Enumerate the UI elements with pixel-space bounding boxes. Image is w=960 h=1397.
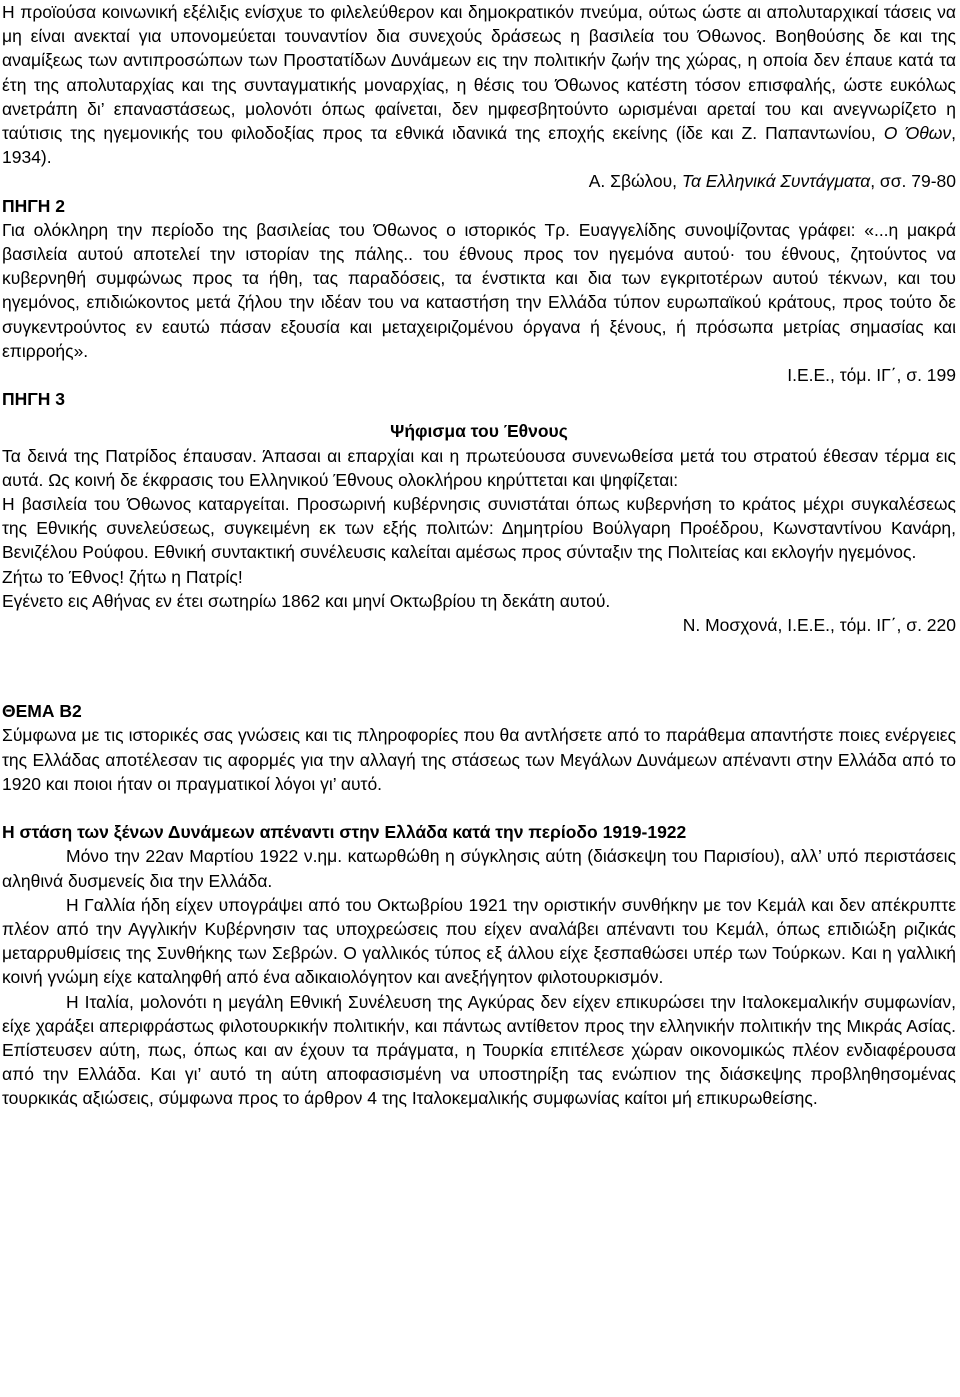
excerpt-paragraph-2: Η Γαλλία ήδη είχεν υπογράψει από του Οκτωβρίου 1921 την οριστικήν συνθήκην με τον Κεμάλ και δεν απέκρυπτε πλέον από την Αγγλικήν Κυβέρνησιν τας υποχρεώσεις που είχεν αναλάβει απέναντι του Κεμάλ, όπως επιδιώξη ριζικάς μεταρρυθμίσεις της Συνθήκης των Σεβρών. Ο γαλλικός τύπος εξ άλλου είχε ξεσπαθώσει υπέρ των Τούρκων. Και η γαλλική κοινή γνώμη είχε καταληφθή από ένα αδικαιολόγητον και ανεξήγητον φιλοτουρκισμόν. xyxy=(2,894,956,988)
source3-heading: ΠΗΓΗ 3 xyxy=(2,389,66,410)
decree-paragraph-4: Εγένετο εις Αθήνας εν έτει σωτηρίω 1862 και μηνί Οκτωβρίου τη δεκάτη αυτού. xyxy=(2,590,611,611)
excerpt-paragraph-1: Μόνο την 22αν Μαρτίου 1922 ν.ημ. κατωρθώθη η σύγκλησις αύτη (διάσκεψη του Παρισίου), αλλ’ υπό περιστάσεις αληθινά δυσμενείς δια την Ελλάδα. xyxy=(2,846,956,891)
source3-reference: Ν. Μοσχονά, Ι.Ε.Ε., τόμ. ΙΓ΄, σ. 220 xyxy=(682,615,956,636)
intro-tail: , 1934). xyxy=(2,123,956,168)
excerpt-paragraph-3: Η Ιταλία, μολονότι η μεγάλη Εθνική Συνέλευση της Αγκύρας δεν είχεν επικυρώσει την Ιταλοκεμαλικήν συμφωνίαν, είχε χαράξει απεριφράστως φιλοτουρκικήν πολιτικήν, και πάντως αντίθετον προς την ελληνικήν πολιτικήν της Μικράς Ασίας. Επίστευσεν αύτη, πως, όπως και αν έχουν τα πράγματα, η Τουρκία επιτέλεσε χώραν οικονομικώς πλέον ενδιαφέρουσα από την Ελλάδα. Και γι’ αυτό τη αύτη αποφασισμένη να υποστηρίξη τας ενώπιον της διάσκεψης προβληθησομένας τουρκικάς αξιώσεις, σύμφωνα προς το άρθρον 4 της Ιταλοκεμαλικής συμφωνίας καίτοι μή επικυρωθείσης. xyxy=(2,991,956,1109)
excerpt-heading: Η στάση των ξένων Δυνάμεων απέναντι στην Ελλάδα κατά την περίοδο 1919-1922 xyxy=(2,822,687,843)
source1-ref-author: Α. Σβώλου, xyxy=(588,171,682,192)
source1-ref-title: Τα Ελληνικά Συντάγματα xyxy=(681,171,871,192)
intro-text: Η προϊούσα κοινωνική εξέλιξις ενίσχυε το φιλελεύθερον και δημοκρατικόν πνεύμα, ούτως ώστε αι απολυταρχικαί τάσεις να μη είναι ανεκταί για υπονομεύεται τουναντίον δια συνεχούς δράσεως η βασιλεία του Όθωνος. Βοηθούσης δε και της αναμίξεως των αντιπροσώπων των Προστατίδων Δυνάμεων εις την πολιτικήν ζωήν της χώρας, η οποία δεν έπαυε κατά τα έτη της απολυταρχίας και της συνταγματικής μοναρχίας, η θέσις του Όθωνος κατέστη τόσον επισφαλής, ώστε ευκόλως ανετράπη δι’ επαναστάσεως, μολονότι όπως φαίνεται, δεν ημφεσβητούντο ωρισμέναι αρεταί του και ανεγνωρίζετο η ταύτισις της ηγεμονικής του φιλοδοξίας προς τα εθνικά ιδανικά της εποχής εκείνης (ίδε και Ζ. Παπαντωνίου, xyxy=(2,2,956,144)
decree-title: Ψήφισμα του Έθνους xyxy=(390,421,568,442)
source2-heading: ΠΗΓΗ 2 xyxy=(2,195,66,216)
section-spacer xyxy=(2,637,956,699)
section-spacer xyxy=(2,796,956,820)
intro-paragraph xyxy=(2,0,956,169)
source1-reference xyxy=(2,169,956,193)
theme-b2-question: Σύμφωνα με τις ιστορικές σας γνώσεις και τις πληροφορίες που θα αντλήσετε από το παράθεμα απαντήστε ποιες ενέργειες της Ελλάδας αποτέλεσαν τις αφορμές για την αλλαγή της στάσεως των Μεγάλων Δυνάμεων απέναντι στην Ελλάδα από το 1920 και ποιοι ήταν οι πραγματικοί λόγοι γι’ αυτό. xyxy=(2,725,956,794)
source1-ref-pages: , σσ. 79-80 xyxy=(870,171,956,192)
intro-book-title: Ο Όθων xyxy=(883,123,952,144)
decree-paragraph-3: Ζήτω το Έθνος! ζήτω η Πατρίς! xyxy=(2,566,243,587)
decree-paragraph-1: Τα δεινά της Πατρίδος έπαυσαν. Άπασαι αι επαρχίαι και η πρωτεύουσα συνενωθείσα μετά του στρατού έθεσαν τέρμα εις αυτά. Ως κοινή δε έκφρασις του Ελληνικού Έθνους ολοκλήρου κηρύττεται και ψηφίζεται: xyxy=(2,445,956,490)
source2-text: Για ολόκληρη την περίοδο της βασιλείας του Όθωνος ο ιστορικός Τρ. Ευαγγελίδης συνοψίζοντας γράφει: «...η μακρά βασιλεία αυτού αποτελεί την ιστορίαν της πάλης.. του έθνους προς τον ηγεμόνα αυτού· του έθνους, ζητούντος να κυβερνηθή συμφώνως προς τα ήθη, τας παραδόσεις, τα ένστικτα και δια των εγκριτοτέρων αυτού τέκνων, και του ηγεμόνος, επιδιώκοντος μετά ζήλου την ιδέαν του να καταστήση την Ελλάδα τύπον ευρωπαϊκού κράτους, προς τούτο δε συγκεντρούντος εν εαυτώ πάσαν εξουσία και μεταχειριζομένου όργανα ή ξένους, ή πρόσωπα μετρίας σημασίας και επιρροής». xyxy=(2,219,956,361)
decree-paragraph-2: Η βασιλεία του Όθωνος καταργείται. Προσωρινή κυβέρνησις συνιστάται όπως κυβερνήση το κράτος μέχρι συγκαλέσεως της Εθνικής συνελεύσεως, συγκειμένη εκ των εξής πολιτών: Δημητρίου Βούλγαρη Προέδρου, Κωνσταντίνου Κανάρη, Βενιζέλου Ρούφου. Εθνική συντακτική συνέλευσις καλείται αμέσως προς σύνταξιν της Πολιτείας και εκλογήν ηγεμόνος. xyxy=(2,494,956,563)
source2-reference: Ι.Ε.Ε., τόμ. ΙΓ΄, σ. 199 xyxy=(787,365,956,386)
theme-b2-heading: ΘΕΜΑ Β2 xyxy=(2,701,82,722)
